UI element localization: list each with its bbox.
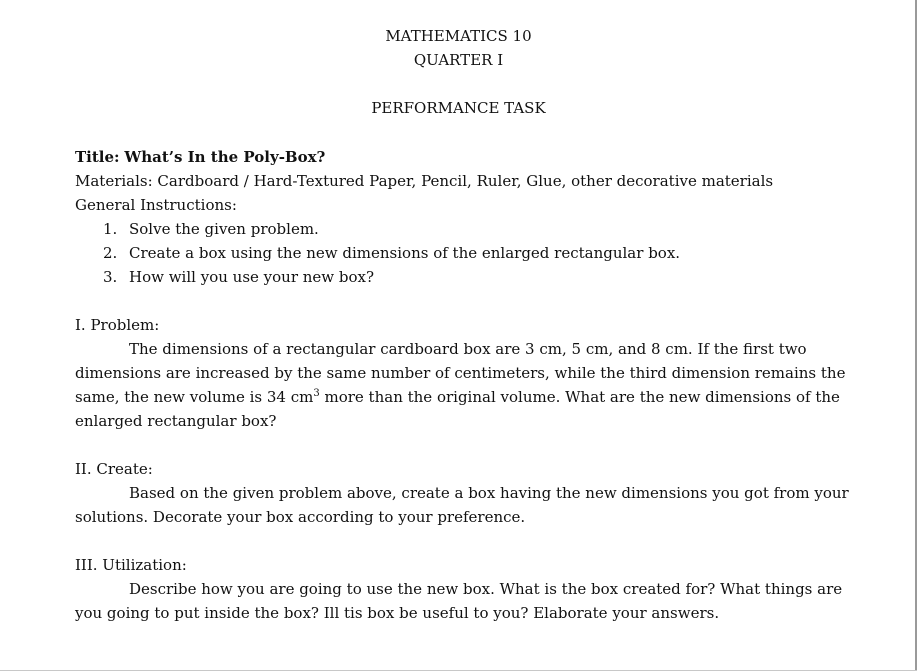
list-item	[75, 217, 855, 241]
subject-heading: MATHEMATICS 10	[385, 27, 532, 45]
problem-heading: I. Problem:	[75, 316, 160, 334]
utilization-paragraph: Describe how you are going to use the new box. What is the box created for? What things are you going to put inside the box? Ill tis box be useful to you? Elaborate your answers.	[75, 580, 843, 622]
cubic-superscript: 3	[313, 388, 320, 399]
title-label: Title:	[75, 148, 120, 166]
problem-text-after: more than the original volume. What are the new dimensions of the enlarged rectangular box?	[75, 388, 840, 430]
list-item	[75, 241, 855, 265]
list-item-text: Solve the given problem.	[129, 220, 319, 238]
utilization-heading: III. Utilization:	[75, 556, 187, 574]
instructions-list	[75, 217, 855, 289]
document-body	[75, 145, 855, 625]
list-item	[75, 265, 855, 289]
list-item-text: How will you use your new box?	[129, 268, 375, 286]
task-heading: PERFORMANCE TASK	[371, 99, 546, 117]
create-paragraph: Based on the given problem above, create a box having the new dimensions you got from your solutions. Decorate your box according to your preference.	[75, 484, 849, 526]
list-item-text: Create a box using the new dimensions of the enlarged rectangular box.	[129, 244, 681, 262]
quarter-heading: QUARTER I	[413, 51, 504, 69]
problem-paragraph	[75, 337, 855, 433]
create-heading: II. Create:	[75, 460, 153, 478]
title-text: What’s In the Poly-Box?	[124, 148, 326, 166]
general-instructions-heading: General Instructions:	[75, 196, 237, 214]
list-item-number: 1.	[103, 220, 118, 238]
list-item-number: 2.	[103, 244, 118, 262]
materials-line: Materials: Cardboard / Hard-Textured Paper, Pencil, Ruler, Glue, other decorative materials	[75, 172, 774, 190]
title-line	[75, 145, 855, 169]
list-item-number: 3.	[103, 268, 118, 286]
problem-text-before: The dimensions of a rectangular cardboard box are 3 cm, 5 cm, and 8 cm. If the first two dimensions are increased by the same number of centimeters, while the third dimension remains the same, the new volume is 34 cm	[75, 340, 846, 406]
